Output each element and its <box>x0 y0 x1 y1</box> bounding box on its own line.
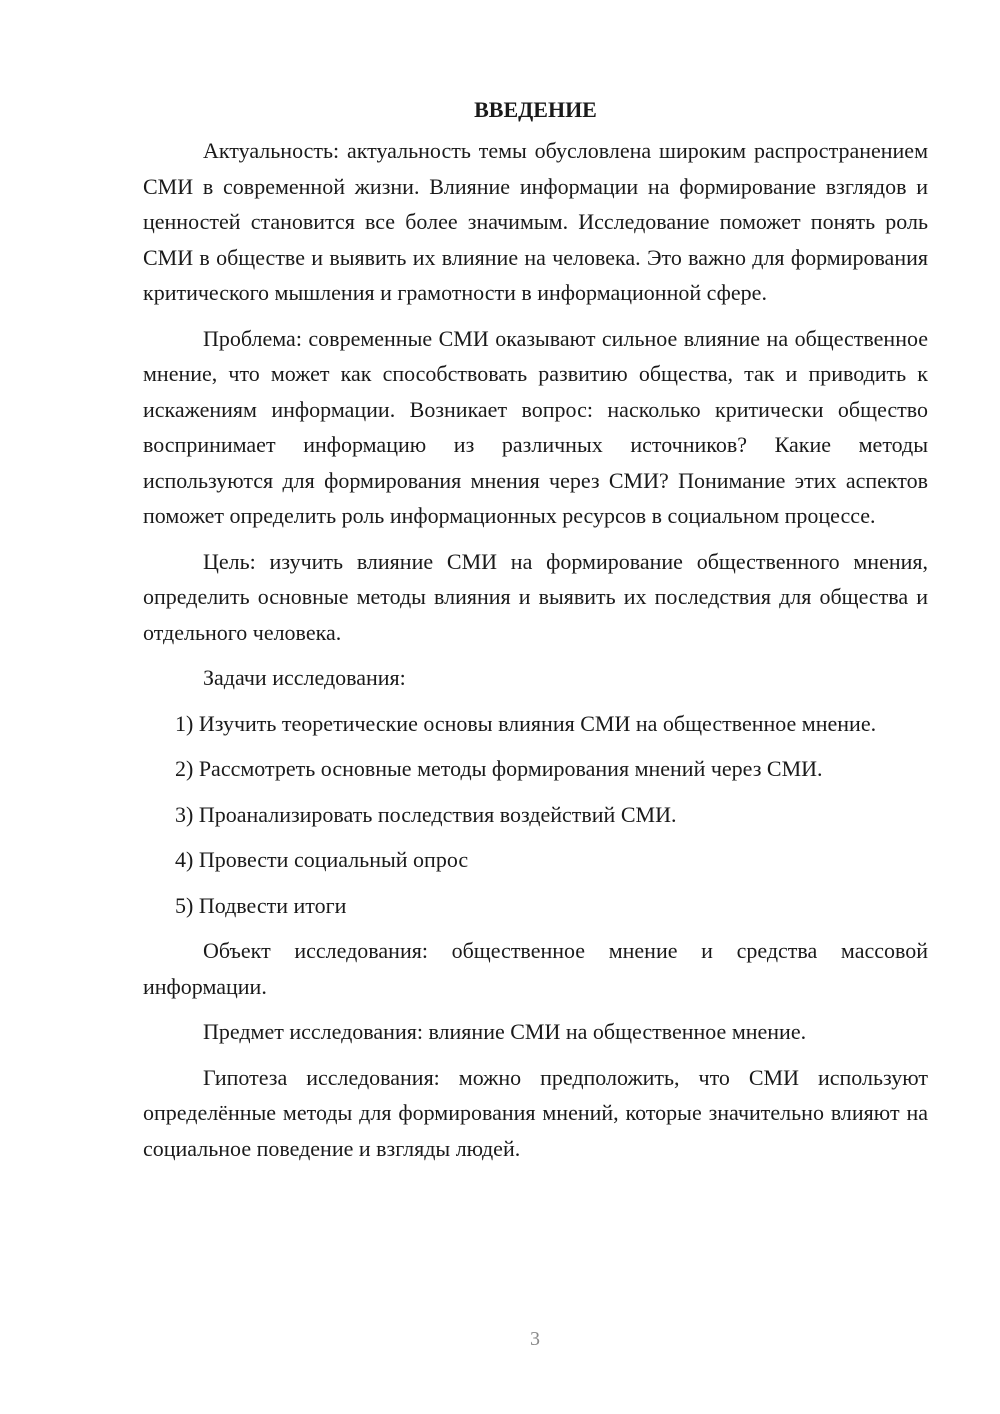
paragraph-subject: Предмет исследования: влияние СМИ на общественное мнение. <box>203 1019 807 1044</box>
task-item-5: 5) Подвести итоги <box>175 892 347 918</box>
paragraph-object: Объект исследования: общественное мнение и средства массовой информации. <box>143 938 928 999</box>
paragraph-goal: Цель: изучить влияние СМИ на формирование общественного мнения, определить основные методы влияния и выявить их последствия для общества и отдельного человека. <box>143 548 928 645</box>
paragraph-relevance: Актуальность: актуальность темы обусловлена широким распространением СМИ в современной жизни. Влияние информации на формирование взглядов и ценностей становится все более значимым. Исследование поможет понять роль СМИ в обществе и выявить их влияние на человека. Это важно для формирования критического мышления и грамотности в информационной сфере. <box>143 138 928 305</box>
section-title: ВВЕДЕНИЕ <box>474 97 597 122</box>
task-item-4: 4) Провести социальный опрос <box>175 847 469 872</box>
tasks-heading: Задачи исследования: <box>203 665 406 690</box>
page-number: 3 <box>530 1328 540 1350</box>
paragraph-problem: Проблема: современные СМИ оказывают сильное влияние на общественное мнение, что может как способствовать развитию общества, так и приводить к искажениям информации. Возникает вопрос: насколько критически общество воспринимает информацию из различных источников? Какие методы используются для формирования мнения через СМИ? Понимание этих аспектов поможет определить роль информационных ресурсов в социальном процессе. <box>143 325 928 528</box>
task-item-3: 3) Проанализировать последствия воздействий СМИ. <box>175 801 677 827</box>
paragraph-hypothesis: Гипотеза исследования: можно предположить, что СМИ используют определённые методы для формирования мнений, которые значительно влияют на социальное поведение и взгляды людей. <box>143 1064 928 1161</box>
task-item-2: 2) Рассмотреть основные методы формирования мнений через СМИ. <box>175 756 823 781</box>
page-content <box>143 92 928 1176</box>
task-item-1: 1) Изучить теоретические основы влияния СМИ на общественное мнение. <box>175 710 877 736</box>
